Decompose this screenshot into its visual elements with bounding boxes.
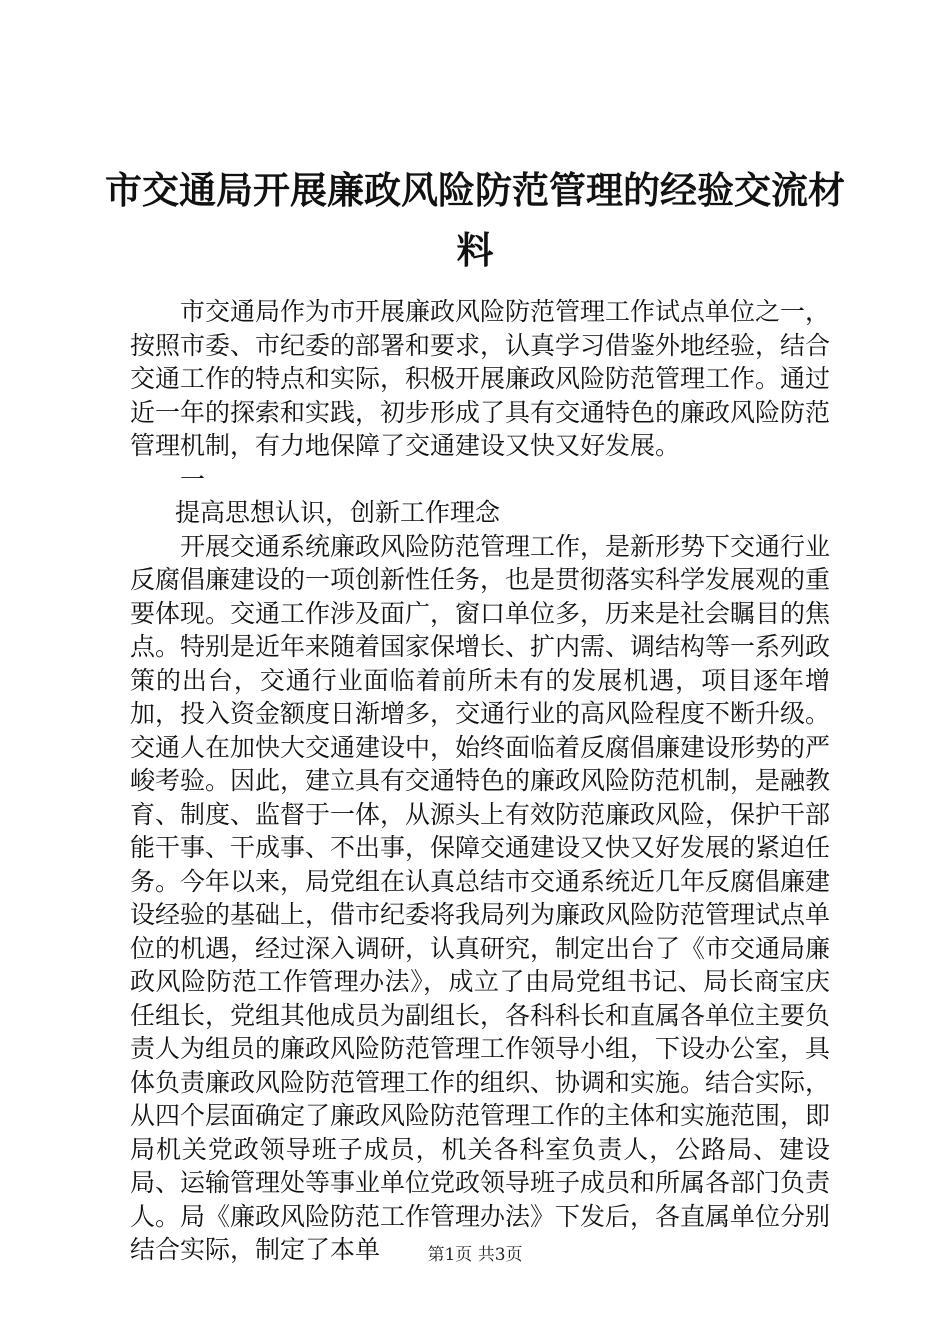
section-number: 一 (180, 464, 206, 494)
page-footer: 第1页 共3页 (427, 1245, 523, 1265)
intro-paragraph: 市交通局作为市开展廉政风险防范管理工作试点单位之一，按照市委、市纪委的部署和要求，认真学习借鉴外地经验，结合交通工作的特点和实际，积极开展廉政风险防范管理工作。通过近一年的探索和实践，初步形成了具有交通特色的廉政风险防范管理机制，有力地保障了交通建设又快又好发展。 (130, 297, 831, 460)
document-title: 市交通局开展廉政风险防范管理的经验交流材料 (105, 168, 845, 272)
section-body-paragraph: 开展交通系统廉政风险防范管理工作，是新形势下交通行业反腐倡廉建设的一项创新性任务，也是贯彻落实科学发展观的重要体现。交通工作涉及面广，窗口单位多，历来是社会瞩目的焦点。特别是近年来随着国家保增长、扩内需、调结构等一系列政策的出台，交通行业面临着前所未有的发展机遇，项目逐年增加，投入资金额度日渐增多，交通行业的高风险程度不断升级。交通人在加快大交通建设中，始终面临着反腐倡廉建设形势的严峻考验。因此，建立具有交通特色的廉政风险防范机制，是融教育、制度、监督于一体，从源头上有效防范廉政风险，保护干部能干事、干成事、不出事，保障交通建设又快又好发展的紧迫任务。今年以来，局党组在认真总结市交通系统近几年反腐倡廉建设经验的基础上，借市纪委将我局列为廉政风险防范管理试点单位的机遇，经过深入调研，认真研究，制定出台了《市交通局廉政风险防范工作管理办法》，成立了由局党组书记、局长商宝庆任组长，党组其他成员为副组长，各科科长和直属各单位主要负责人为组员的廉政风险防范管理工作领导小组，下设办公室，具体负责廉政风险防范管理工作的组织、协调和实施。结合实际，从四个层面确定了廉政风险防范管理工作的主体和实施范围，即局机关党政领导班子成员，机关各科室负责人，公路局、建设局、运输管理处等事业单位党政领导班子成员和所属各部门负责人。局《廉政风险防范工作管理办法》下发后，各直属单位分别结合实际，制定了本单 (130, 531, 831, 1264)
section-heading: 提高思想认识，创新工作理念 (175, 498, 501, 527)
document-body (130, 295, 830, 1267)
